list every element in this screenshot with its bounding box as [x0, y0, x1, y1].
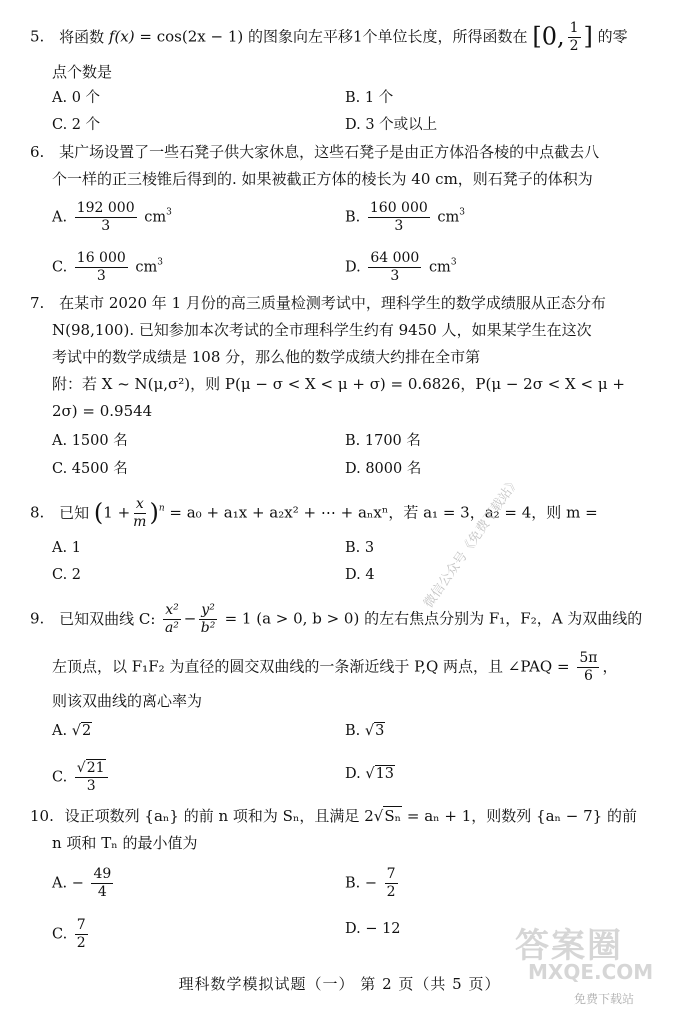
question-10-option-a: A. − $\frac{49}{4}$: [52, 866, 112, 900]
question-9-stem-line2: 左顶点，以 F₁F₂ 为直径的圆交双曲线的一条渐近线于 P,Q 两点，且 ∠PAQ = $\frac{5\pi}{6}$ ，: [52, 650, 618, 684]
question-6-option-c: C. $\frac{16 000}{3}$ $cm^3$: [52, 250, 164, 284]
question-6-stem: 6. 某广场设置了一些石凳子供大家休息，这些石凳子是由正方体沿各棱的中点截去八: [30, 143, 600, 161]
question-9-option-a: A. √2: [52, 723, 92, 739]
question-6-option-d: D. $\frac{64 000}{3}$ $cm^3$: [345, 250, 457, 284]
question-9-stem-line3: 则该双曲线的离心率为: [52, 692, 203, 710]
page-footer: 理科数学模拟试题（一） 第 2 页（共 5 页）: [178, 975, 501, 993]
question-10-option-c: C. $\frac{7}{2}$: [52, 917, 86, 951]
question-5-stem-line2: 点个数是: [52, 63, 113, 81]
question-10-stem: 10. 设正项数列 {aₙ} 的前 n 项和为 Sₙ，且满足 2√Sₙ = aₙ + 1，则数列 {aₙ − 7} 的前: [30, 807, 637, 825]
question-6-option-b: B. $\frac{160 000}{3}$ $cm^3$: [345, 200, 465, 234]
question-10-stem-line2: n 项和 Tₙ 的最小值为: [52, 834, 198, 852]
question-7-appendix-line1: 附：若 X ~ N(μ,σ²)，则 P(μ − σ < X < μ + σ) = 0.6826，P(μ − 2σ < X < μ +: [52, 375, 625, 393]
question-7-option-d: D. 8000 名: [345, 461, 422, 477]
question-number: 5.: [30, 27, 45, 46]
question-9-option-d: D. √13: [345, 766, 395, 782]
watermark-wechat: 微信公众号《免费下载站》: [421, 474, 524, 611]
question-8-stem: 8. 已知 (1 + $\frac{x}{m}$ )$^n$ = a₀ + a₁x + a₂x² + ⋯ + aₙxⁿ，若 a₁ = 3，a₂ = 4，则 m =: [30, 496, 598, 530]
watermark-site: 免费下载站: [574, 992, 635, 1006]
watermark-logo: 答案圈: [515, 926, 623, 966]
question-5-stem: 5. 将函数 f(x) = cos(2x − 1) 的图象向左平移1个单位长度，所得函数在 [0, $\frac{1}{2}$ ] 的零: [30, 20, 628, 54]
question-9-option-c: C. $\frac{√21}{3}$: [52, 760, 111, 795]
question-7-stem: 7. 在某市 2020 年 1 月份的高三质量检测考试中，理科学生的数学成绩服从正态分布: [30, 294, 606, 312]
question-10-option-d: D. − 12: [345, 921, 401, 937]
question-7-stem-line3: 考试中的数学成绩是 108 分，那么他的数学成绩大约排在全市第: [52, 348, 481, 366]
question-5-option-a: A. 0 个: [52, 90, 101, 106]
question-6-stem-line2: 个一样的正三棱锥后得到的. 如果被截正方体的棱长为 40 cm，则石凳子的体积为: [52, 170, 593, 188]
question-8-option-b: B. 3: [345, 540, 375, 556]
question-5-option-c: C. 2 个: [52, 117, 101, 133]
question-7-stem-line2: N(98,100). 已知参加本次考试的全市理科学生约有 9450 人，如果某学生在这次: [52, 321, 592, 339]
question-7-option-a: A. 1500 名: [52, 433, 128, 449]
question-6-option-a: A. $\frac{192 000}{3}$ $cm^3$: [52, 200, 172, 234]
question-5-option-d: D. 3 个或以上: [345, 117, 438, 133]
question-7-option-c: C. 4500 名: [52, 461, 128, 477]
question-8-option-d: D. 4: [345, 567, 375, 583]
question-5-option-b: B. 1 个: [345, 90, 394, 106]
question-10-option-b: B. − $\frac{7}{2}$: [345, 866, 396, 900]
watermark-domain: MXQE.COM: [528, 960, 654, 984]
question-7-appendix-line2: 2σ) = 0.9544: [52, 402, 153, 420]
question-9-option-b: B. √3: [345, 723, 385, 739]
question-8-option-a: A. 1: [52, 540, 81, 556]
question-8-option-c: C. 2: [52, 567, 82, 583]
question-7-option-b: B. 1700 名: [345, 433, 421, 449]
question-9-stem: 9. 已知双曲线 C: $\frac{\text{x²}}{\text{a²}}$ − $\frac{\text{y²}}{\text{b²}}$ = 1 (a > 0, b > 0) 的左右焦点分别为 F₁，F₂，A 为双曲线的: [30, 602, 643, 636]
